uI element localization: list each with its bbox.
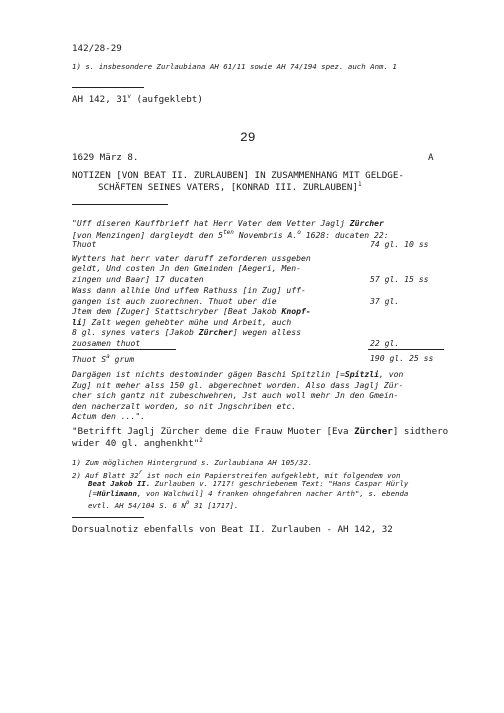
divider xyxy=(72,204,168,205)
footnote-1: 1) Zum möglichen Hintergrund s. Zurlaubiana AH 105/32. xyxy=(72,458,313,467)
footnote-top: 1) s. insbesondere Zurlaubiana AH 61/11 sowie AH 74/194 spez. auch Anm. 1 xyxy=(72,62,397,71)
sum-rule-right xyxy=(368,349,444,350)
amount-value: 74 gl. 10 ss xyxy=(370,239,429,249)
page-reference: 142/28-29 xyxy=(72,43,122,54)
document-date: 1629 März 8. xyxy=(72,152,139,163)
text-line: gangen ist auch zuorechnen. Thuot uber die xyxy=(72,296,277,306)
sum-rule-left xyxy=(72,349,176,350)
text-line: cher sich gantz nit zubeschwehren, Jst auch woll mehr Jn den Gmein- xyxy=(72,390,399,400)
footnote-2-line: 2) Auf Blatt 32$^r$ ist noch ein Papierstreifen aufgeklebt, mit folgendem von xyxy=(72,469,401,480)
text-line: Dargägen ist nichts destominder gägen Baschi Spitzlin [=Spitzli, von xyxy=(72,369,404,379)
text-line: Thuot xyxy=(72,239,97,249)
amount-value: 57 gl. 15 ss xyxy=(370,274,429,284)
dorsal-note: Dorsualnotiz ebenfalls von Beat II. Zurlauben - AH 142, 32 xyxy=(72,524,393,535)
text-line: Wytters hat herr vater daruff zeforderen ussgeben xyxy=(72,253,311,263)
document-number: 29 xyxy=(240,130,256,145)
divider xyxy=(72,87,144,88)
text-line: den nacherzalt worden, so nit Jngschriben etc. xyxy=(72,401,297,411)
text-line: geldt, Und costen Jn den Gmeinden [Aegeri, Men- xyxy=(72,263,302,273)
source-reference: AH 142, 31$^v$ (aufgeklebt) xyxy=(72,93,203,105)
footnote-2-line: evtl. AH 54/104 S. 6 $N^o$ 31 [1717]. xyxy=(88,499,239,510)
document-title-line-2: SCHÄFTEN SEINES VATERS, [KONRAD III. ZURLAUBEN]$^1$ xyxy=(98,181,362,193)
text-line: "Betrifft Jaglj Zürcher deme die Frauw Muoter [Eva Zürcher] sidthero xyxy=(72,426,449,437)
text-line: zingen und Baar] 17 ducaten xyxy=(72,274,204,284)
text-line: Actum den ...". xyxy=(72,411,146,421)
amount-value: 22 gl. xyxy=(370,338,400,348)
document-title-line-1: NOTIZEN [VON BEAT II. ZURLAUBEN] IN ZUSAMMENHANG MIT GELDGE- xyxy=(72,170,404,181)
text-line: [von Menzingen] dargleydt den $5^{ten}$ Novembris A.$^o$ 1628: ducaten 22: xyxy=(72,229,389,240)
text-line: Wass dann allhie Und uffem Rathuss [in Zug] uff- xyxy=(72,285,306,295)
text-line: "Uff diseren Kauffbrieff hat Herr Vater dem Vetter Jaglj Zürcher xyxy=(72,218,384,228)
footnote-2-line: Beat Jakob II. Zurlauben v. 1717! geschriebenem Text: "Hans Caspar Hürly xyxy=(88,479,409,488)
text-line: li] Zalt wegen gehebter mühe und Arbeit, auch xyxy=(72,317,292,327)
sum-label: Thuot $S^a$ grum xyxy=(72,353,135,364)
amount-value: 37 gl. xyxy=(370,296,400,306)
text-line: 8 gl. synes vaters [Jakob Zürcher] wegen alless xyxy=(72,327,302,337)
text-line: Zug] nit meher alss 150 gl. abgerechnet worden. Also dass Jaglj Zür- xyxy=(72,380,404,390)
footnote-2-line: [=Hürlimann, von Walchwil] 4 franken ohngefahren nacher Arth", s. ebenda xyxy=(88,489,409,498)
document-letter: A xyxy=(428,152,434,163)
divider xyxy=(72,517,144,518)
text-line: wider 40 gl. anghenkht"$^2$ xyxy=(72,437,203,449)
text-line: zuosamen thuot xyxy=(72,338,141,348)
text-line: Jtem dem [Zuger] Stattschryber [Beat Jakob Knopf- xyxy=(72,306,311,316)
sum-value: 190 gl. 25 ss xyxy=(370,353,434,363)
